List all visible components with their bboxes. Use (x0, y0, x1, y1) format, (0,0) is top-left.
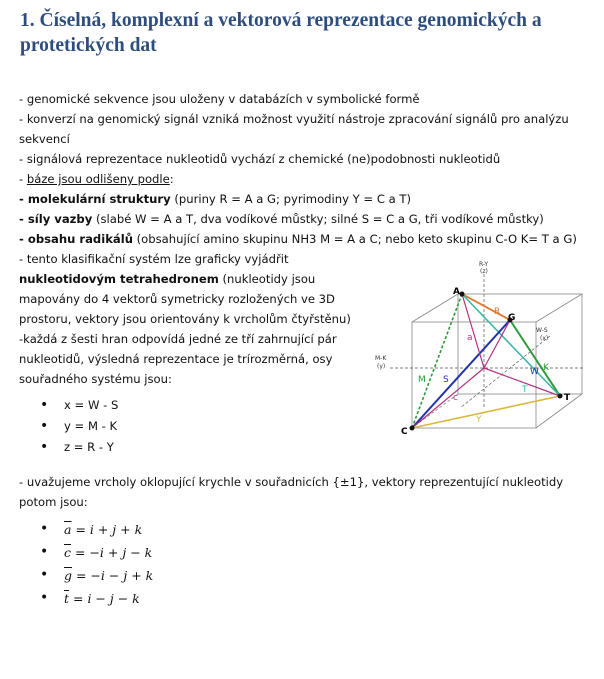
vector-expression: = −i + j − k (75, 545, 153, 560)
text-line: - konverzí na genomický signál vzniká možnost využití nástroje zpracování signálů pro analýzu sekvencí (19, 112, 569, 146)
edge-label: a (467, 333, 473, 343)
cube-edge (412, 294, 458, 322)
list-item: • y = M - K (64, 416, 589, 437)
vertex-label: T (564, 393, 571, 403)
list-item: • z = R - Y (64, 437, 589, 458)
edge-label: M (418, 375, 426, 385)
term-description: (nukleotidy jsou mapovány do 4 vektorů symetricky rozložených ve 3D prostoru, vektory jsou orientovány k vrcholům čtyřstěnu) (19, 272, 351, 326)
vertex-label: A (453, 287, 460, 297)
text-suffix: : (169, 172, 174, 186)
axis-label: (y) (377, 363, 386, 370)
vector-symbol: $\overline{t}$ (64, 591, 70, 606)
edge-label: K (543, 363, 549, 373)
text-paragraph: - uvažujeme vrcholy oklopující krychle v souřadnicích {±1}, vektory reprezentující nukleotidy potom jsou: (19, 475, 564, 509)
text-line (19, 189, 589, 209)
list-item: • x = W - S (64, 395, 589, 416)
vector-expression: = −i − j + k (76, 568, 154, 583)
underlined-heading: báze jsou odlišeny podle (26, 172, 170, 186)
text-line (19, 169, 589, 189)
text-line: - genomické sekvence jsou uloženy v databázích v symbolické formě (19, 92, 420, 106)
vector-list (19, 518, 589, 610)
vector-formula (64, 587, 589, 610)
vertex-a-dot (460, 292, 465, 297)
text-paragraph: -každá z šesti hran odpovídá jedné ze tří zahrnující pár nukleotidů, výsledná reprezentace je trírozměrná, osy souřadného systému jsou: (19, 332, 337, 386)
vertex-label: G (508, 313, 516, 323)
edge-label: W (530, 367, 539, 377)
bold-term: - síly vazby (19, 212, 93, 226)
axis-label: M-K (375, 355, 387, 362)
text-paragraph (19, 269, 364, 329)
edge-k (510, 320, 560, 396)
vector-formula (64, 564, 589, 587)
vector-symbol: $\overline{c}$ (64, 545, 72, 560)
bold-term: nukleotidovým tetrahedronem (19, 272, 219, 286)
bold-term: - molekulární struktury (19, 192, 171, 206)
vector-symbol: $\overline{a}$ (64, 522, 72, 537)
axis-label: (z) (480, 268, 488, 275)
edge-s (412, 320, 510, 428)
vertex-label: C (401, 427, 408, 437)
vector-symbol: $\overline{g}$ (64, 568, 73, 583)
text-line (19, 229, 589, 249)
term-description: (obsahující amino skupinu NH3 M = A a C; nebo keto skupinu C-O K= T a G) (132, 232, 577, 246)
vector-expression: = i − j − k (73, 591, 140, 606)
page-title: 1. Číselná, komplexní a vektorová reprezentace genomických a protetických dat (20, 10, 542, 56)
cube-edge (536, 294, 582, 322)
edge-r (462, 294, 510, 320)
axis-label: W-S (536, 327, 548, 334)
vector-formula (64, 541, 589, 564)
edge-label: c (453, 393, 458, 403)
axis-label: (x) (540, 335, 549, 342)
bold-term: - obsahu radikálů (19, 232, 133, 246)
edge-label: R (494, 307, 501, 317)
vector-formula (64, 518, 589, 541)
text-prefix: - (19, 172, 27, 186)
axis-label: R-Y (479, 261, 489, 268)
vector-expression: = i + j + k (75, 522, 143, 537)
text-line: - tento klasifikační systém lze graficky vyjádřit (19, 252, 289, 266)
term-description: (puriny R = A a G; pyrimodiny Y = C a T) (170, 192, 412, 206)
term-description: (slabé W = A a T, dva vodíkové můstky; silné S = C a G, tři vodíkové můstky) (92, 212, 544, 226)
edge-y (412, 396, 560, 428)
vertex-t-dot (558, 394, 563, 399)
edge-label: T (522, 385, 528, 395)
text-line: - signálová reprezentace nukleotidů vychází z chemické (ne)podobnosti nukleotidů (19, 152, 501, 166)
text-line (19, 209, 589, 229)
edge-label: S (443, 375, 449, 385)
tetrahedron-diagram (370, 258, 602, 438)
vertex-c-dot (410, 426, 415, 431)
edge-label: Y (476, 415, 482, 425)
